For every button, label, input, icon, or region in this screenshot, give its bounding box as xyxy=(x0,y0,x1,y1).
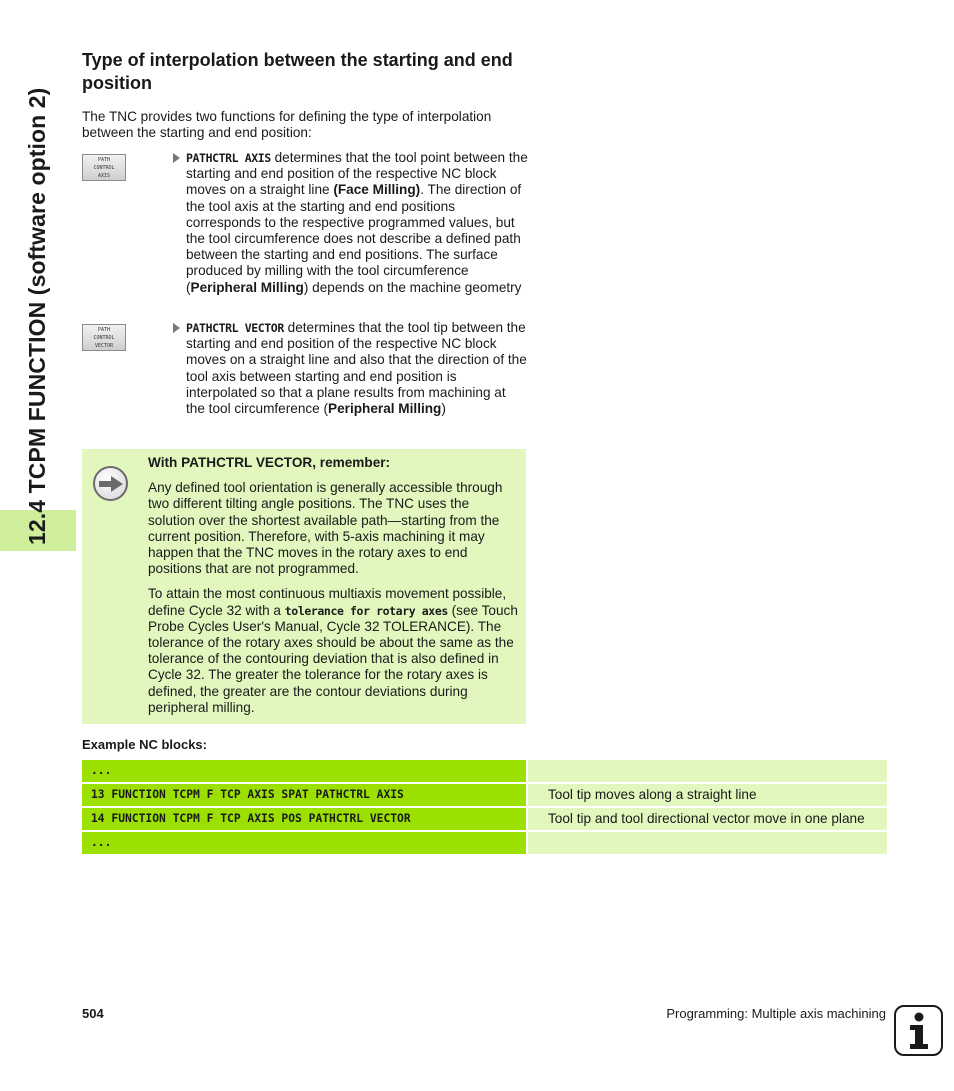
pathctrl-vector-description xyxy=(172,320,528,417)
bullet-triangle-icon xyxy=(173,153,180,163)
emphasis: Peripheral Milling xyxy=(328,401,442,417)
softkey-line: VECTOR xyxy=(94,342,114,349)
function-code: PATHCTRL VECTOR xyxy=(186,321,284,335)
softkey-line: CONTROL xyxy=(93,334,115,341)
pathctrl-axis-softkey xyxy=(82,154,126,181)
nc-comment-cell: Tool tip and tool directional vector move in one plane xyxy=(528,808,887,830)
table-row xyxy=(82,784,887,806)
nc-code-cell: ... xyxy=(82,832,526,854)
nc-comment-cell xyxy=(528,832,887,854)
pathctrl-vector-softkey xyxy=(82,324,126,351)
function-code: PATHCTRL AXIS xyxy=(186,151,271,165)
section-heading: Type of interpolation between the starting and end position xyxy=(82,50,513,93)
note-text: To attain the most continuous multiaxis movement possible, define Cycle 32 with a xyxy=(148,586,507,618)
table-row xyxy=(82,808,887,830)
info-icon xyxy=(894,1005,943,1056)
description-text: determines that the tool point between the starting and end position of the respective NC block moves on a straight line xyxy=(186,150,528,198)
table-row xyxy=(82,832,887,854)
bullet-triangle-icon xyxy=(173,323,180,333)
note-title: With PATHCTRL VECTOR, remember: xyxy=(148,455,391,470)
example-label: Example NC blocks: xyxy=(82,737,207,752)
pathctrl-axis-description xyxy=(172,150,528,296)
nc-blocks-table xyxy=(82,760,887,856)
note-content xyxy=(148,455,518,725)
note-paragraph: Any defined tool orientation is generally accessible through two different tilting angle positions. The TNC uses the solution over the shortest available path—starting from the current position. Therefore, with 5-axis machining it may happen that the TNC moves in the rotary axes to end positions that are not programmed. xyxy=(148,480,503,577)
description-text: . The direction of the tool axis at the starting and end positions corresponds to the respective programmed values, but the tool circumference does not describe a defined path between the starting and end positions. The surface produced by milling with the tool circumference ( xyxy=(186,182,522,295)
arrow-right-icon xyxy=(93,466,128,501)
chapter-side-tab xyxy=(0,0,76,1091)
table-row xyxy=(82,760,887,782)
chapter-title: 12.4 TCPM FUNCTION (software option 2) xyxy=(24,87,50,545)
note-text: (see Touch Probe Cycles User's Manual, Cycle 32 TOLERANCE). The tolerance of the rotary axes should be about the same as the tolerance of the contouring deviation that is also defined in Cycle 32. The greater the tolerance for the rotary axes is defined, the greater are the contour deviations during peripheral milling. xyxy=(148,602,518,715)
softkey-line: AXIS xyxy=(97,172,111,179)
page-number: 504 xyxy=(82,1006,104,1021)
footer-title: Programming: Multiple axis machining xyxy=(666,1006,886,1021)
nc-comment-cell xyxy=(528,760,887,782)
note-code: tolerance for rotary axes xyxy=(284,603,448,618)
note-paragraph xyxy=(148,586,518,716)
softkey-line: PATH xyxy=(97,156,111,163)
softkey-line: CONTROL xyxy=(93,164,115,171)
emphasis: Peripheral Milling xyxy=(190,279,304,295)
description-text: ) xyxy=(441,401,446,417)
description-text: ) depends on the machine geometry xyxy=(303,279,522,295)
nc-comment-cell: Tool tip moves along a straight line xyxy=(528,784,887,806)
softkey-line: PATH xyxy=(97,326,111,333)
nc-code-cell: 14 FUNCTION TCPM F TCP AXIS POS PATHCTRL VECTOR xyxy=(82,808,526,830)
nc-code-cell: ... xyxy=(82,760,526,782)
nc-code-cell: 13 FUNCTION TCPM F TCP AXIS SPAT PATHCTRL AXIS xyxy=(82,784,526,806)
intro-paragraph: The TNC provides two functions for defining the type of interpolation between the starting and end position: xyxy=(82,109,492,141)
description-text: determines that the tool tip between the starting and end position of the respective NC block moves on a straight line and also that the direction of the tool axis between starting and end position is interpolated so that a plane results from machining at the tool circumference ( xyxy=(186,320,527,417)
emphasis: (Face Milling) xyxy=(333,182,421,198)
